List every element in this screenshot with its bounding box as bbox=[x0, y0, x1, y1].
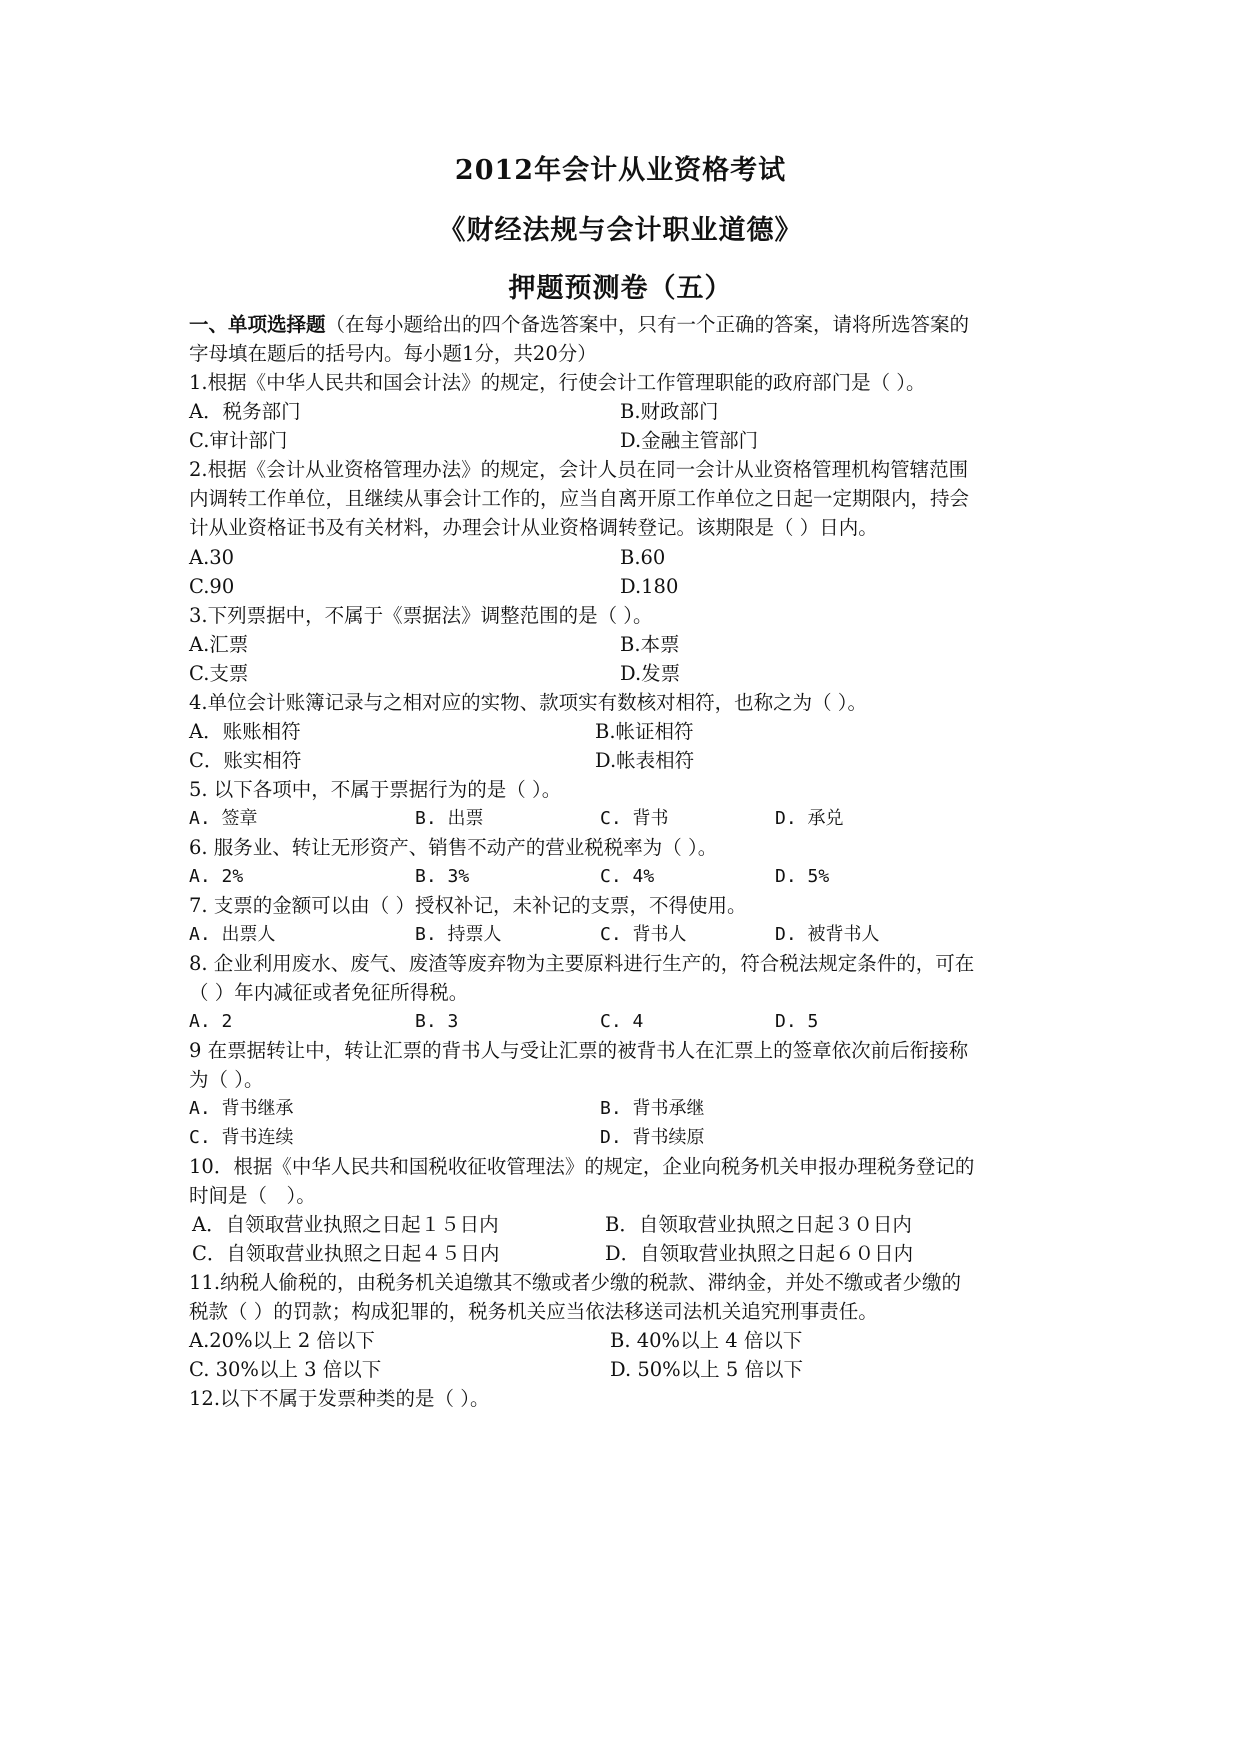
question-10-option-b: B．自领取营业执照之日起３０日内 bbox=[605, 1213, 912, 1236]
question-2-stem: 内调转工作单位，且继续从事会计工作的，应当自离开原工作单位之日起一定期限内，持会 bbox=[189, 487, 970, 510]
question-6-option-b: B. 3% bbox=[415, 866, 470, 887]
question-11-stem: 税款（ ）的罚款；构成犯罪的，税务机关应当依法移送司法机关追究刑事责任。 bbox=[189, 1300, 878, 1323]
question-7-option-a: A. 出票人 bbox=[189, 924, 276, 945]
question-1-option-a: A．税务部门 bbox=[189, 400, 301, 423]
question-4-option-b: B.帐证相符 bbox=[595, 720, 694, 743]
question-11-option-c: C. 30%以上 3 倍以下 bbox=[189, 1358, 382, 1381]
question-3-option-b: B.本票 bbox=[620, 633, 680, 656]
question-6-stem: 6. 服务业、转让无形资产、销售不动产的营业税税率为（ ）。 bbox=[189, 836, 718, 859]
question-5-option-c: C. 背书 bbox=[600, 808, 669, 829]
section-note-continued: 字母填在题后的括号内。每小题1分，共20分） bbox=[189, 342, 597, 365]
question-2-option-c: C.90 bbox=[189, 575, 235, 598]
exam-paper-title: 押题预测卷（五） bbox=[508, 273, 733, 304]
question-6-option-c: C. 4% bbox=[600, 866, 655, 887]
question-1-option-d: D.金融主管部门 bbox=[620, 429, 759, 452]
question-7-option-d: D. 被背书人 bbox=[775, 924, 880, 945]
question-3-option-c: C.支票 bbox=[189, 662, 249, 685]
question-1-stem: 1.根据《中华人民共和国会计法》的规定，行使会计工作管理职能的政府部门是（ ）。 bbox=[189, 371, 926, 394]
section-header bbox=[189, 312, 969, 338]
question-10-stem: 10．根据《中华人民共和国税收征收管理法》的规定，企业向税务机关申报办理税务登记的 bbox=[189, 1155, 975, 1178]
question-2-stem: 计从业资格证书及有关材料，办理会计从业资格调转登记。该期限是（ ）日内。 bbox=[189, 516, 878, 539]
exam-subject-title: 《财经法规与会计职业道德》 bbox=[438, 215, 803, 246]
question-8-option-b: B. 3 bbox=[415, 1011, 459, 1032]
question-9-stem: 为（ ）。 bbox=[189, 1068, 264, 1091]
question-6-option-d: D. 5% bbox=[775, 866, 830, 887]
question-9-option-d: D. 背书续原 bbox=[600, 1127, 705, 1148]
question-9-option-c: C. 背书连续 bbox=[189, 1127, 294, 1148]
question-8-stem: 8. 企业利用废水、废气、废渣等废弃物为主要原料进行生产的，符合税法规定条件的，可在 bbox=[189, 952, 975, 975]
question-7-option-c: C. 背书人 bbox=[600, 924, 687, 945]
question-8-stem: （ ）年内减征或者免征所得税。 bbox=[189, 981, 469, 1004]
question-3-option-d: D.发票 bbox=[620, 662, 681, 685]
question-10-option-d: D．自领取营业执照之日起６０日内 bbox=[605, 1242, 914, 1265]
question-4-option-a: A．账账相符 bbox=[189, 720, 301, 743]
question-9-stem: 9 在票据转让中，转让汇票的背书人与受让汇票的被背书人在汇票上的签章依次前后衔接称 bbox=[189, 1039, 969, 1062]
question-4-option-c: C．账实相符 bbox=[189, 749, 302, 772]
question-1-option-b: B.财政部门 bbox=[620, 400, 719, 423]
question-10-stem: 时间是（ ）。 bbox=[189, 1184, 316, 1207]
question-2-stem: 2.根据《会计从业资格管理办法》的规定，会计人员在同一会计从业资格管理机构管辖范围 bbox=[189, 458, 969, 481]
question-11-stem: 11.纳税人偷税的，由税务机关追缴其不缴或者少缴的税款、滞纳金，并处不缴或者少缴的 bbox=[189, 1271, 962, 1294]
question-10-option-c: C．自领取营业执照之日起４５日内 bbox=[192, 1242, 500, 1265]
question-11-option-a: A.20%以上 2 倍以下 bbox=[189, 1329, 375, 1352]
question-2-option-b: B.60 bbox=[620, 546, 666, 569]
question-2-option-a: A.30 bbox=[189, 546, 235, 569]
question-1-option-c: C.审计部门 bbox=[189, 429, 288, 452]
question-7-option-b: B. 持票人 bbox=[415, 924, 502, 945]
question-9-option-b: B. 背书承继 bbox=[600, 1098, 705, 1119]
question-5-option-d: D. 承兑 bbox=[775, 808, 844, 829]
question-10-option-a: A．自领取营业执照之日起１５日内 bbox=[192, 1213, 499, 1236]
question-4-stem: 4.单位会计账簿记录与之相对应的实物、款项实有数核对相符，也称之为（ ）。 bbox=[189, 691, 868, 714]
question-3-option-a: A.汇票 bbox=[189, 633, 249, 656]
question-5-stem: 5. 以下各项中，不属于票据行为的是（ ）。 bbox=[189, 778, 562, 801]
question-3-stem: 3.下列票据中，不属于《票据法》调整范围的是（ ）。 bbox=[189, 604, 653, 627]
question-7-stem: 7. 支票的金额可以由（ ）授权补记，未补记的支票，不得使用。 bbox=[189, 894, 747, 917]
question-8-option-d: D. 5 bbox=[775, 1011, 819, 1032]
question-11-option-b: B. 40%以上 4 倍以下 bbox=[610, 1329, 803, 1352]
question-12-stem: 12.以下不属于发票种类的是（ ）。 bbox=[189, 1387, 490, 1410]
section-note: （在每小题给出的四个备选答案中，只有一个正确的答案，请将所选答案的 bbox=[325, 313, 970, 336]
exam-title: 2012年会计从业资格考试 bbox=[454, 155, 787, 186]
question-8-option-c: C. 4 bbox=[600, 1011, 644, 1032]
question-2-option-d: D.180 bbox=[620, 575, 679, 598]
question-4-option-d: D.帐表相符 bbox=[595, 749, 695, 772]
question-8-option-a: A. 2 bbox=[189, 1011, 233, 1032]
question-11-option-d: D. 50%以上 5 倍以下 bbox=[610, 1358, 803, 1381]
question-5-option-a: A. 签章 bbox=[189, 808, 258, 829]
question-9-option-a: A. 背书继承 bbox=[189, 1098, 294, 1119]
question-5-option-b: B. 出票 bbox=[415, 808, 484, 829]
section-heading: 一、单项选择题 bbox=[189, 313, 326, 336]
question-6-option-a: A. 2% bbox=[189, 866, 244, 887]
